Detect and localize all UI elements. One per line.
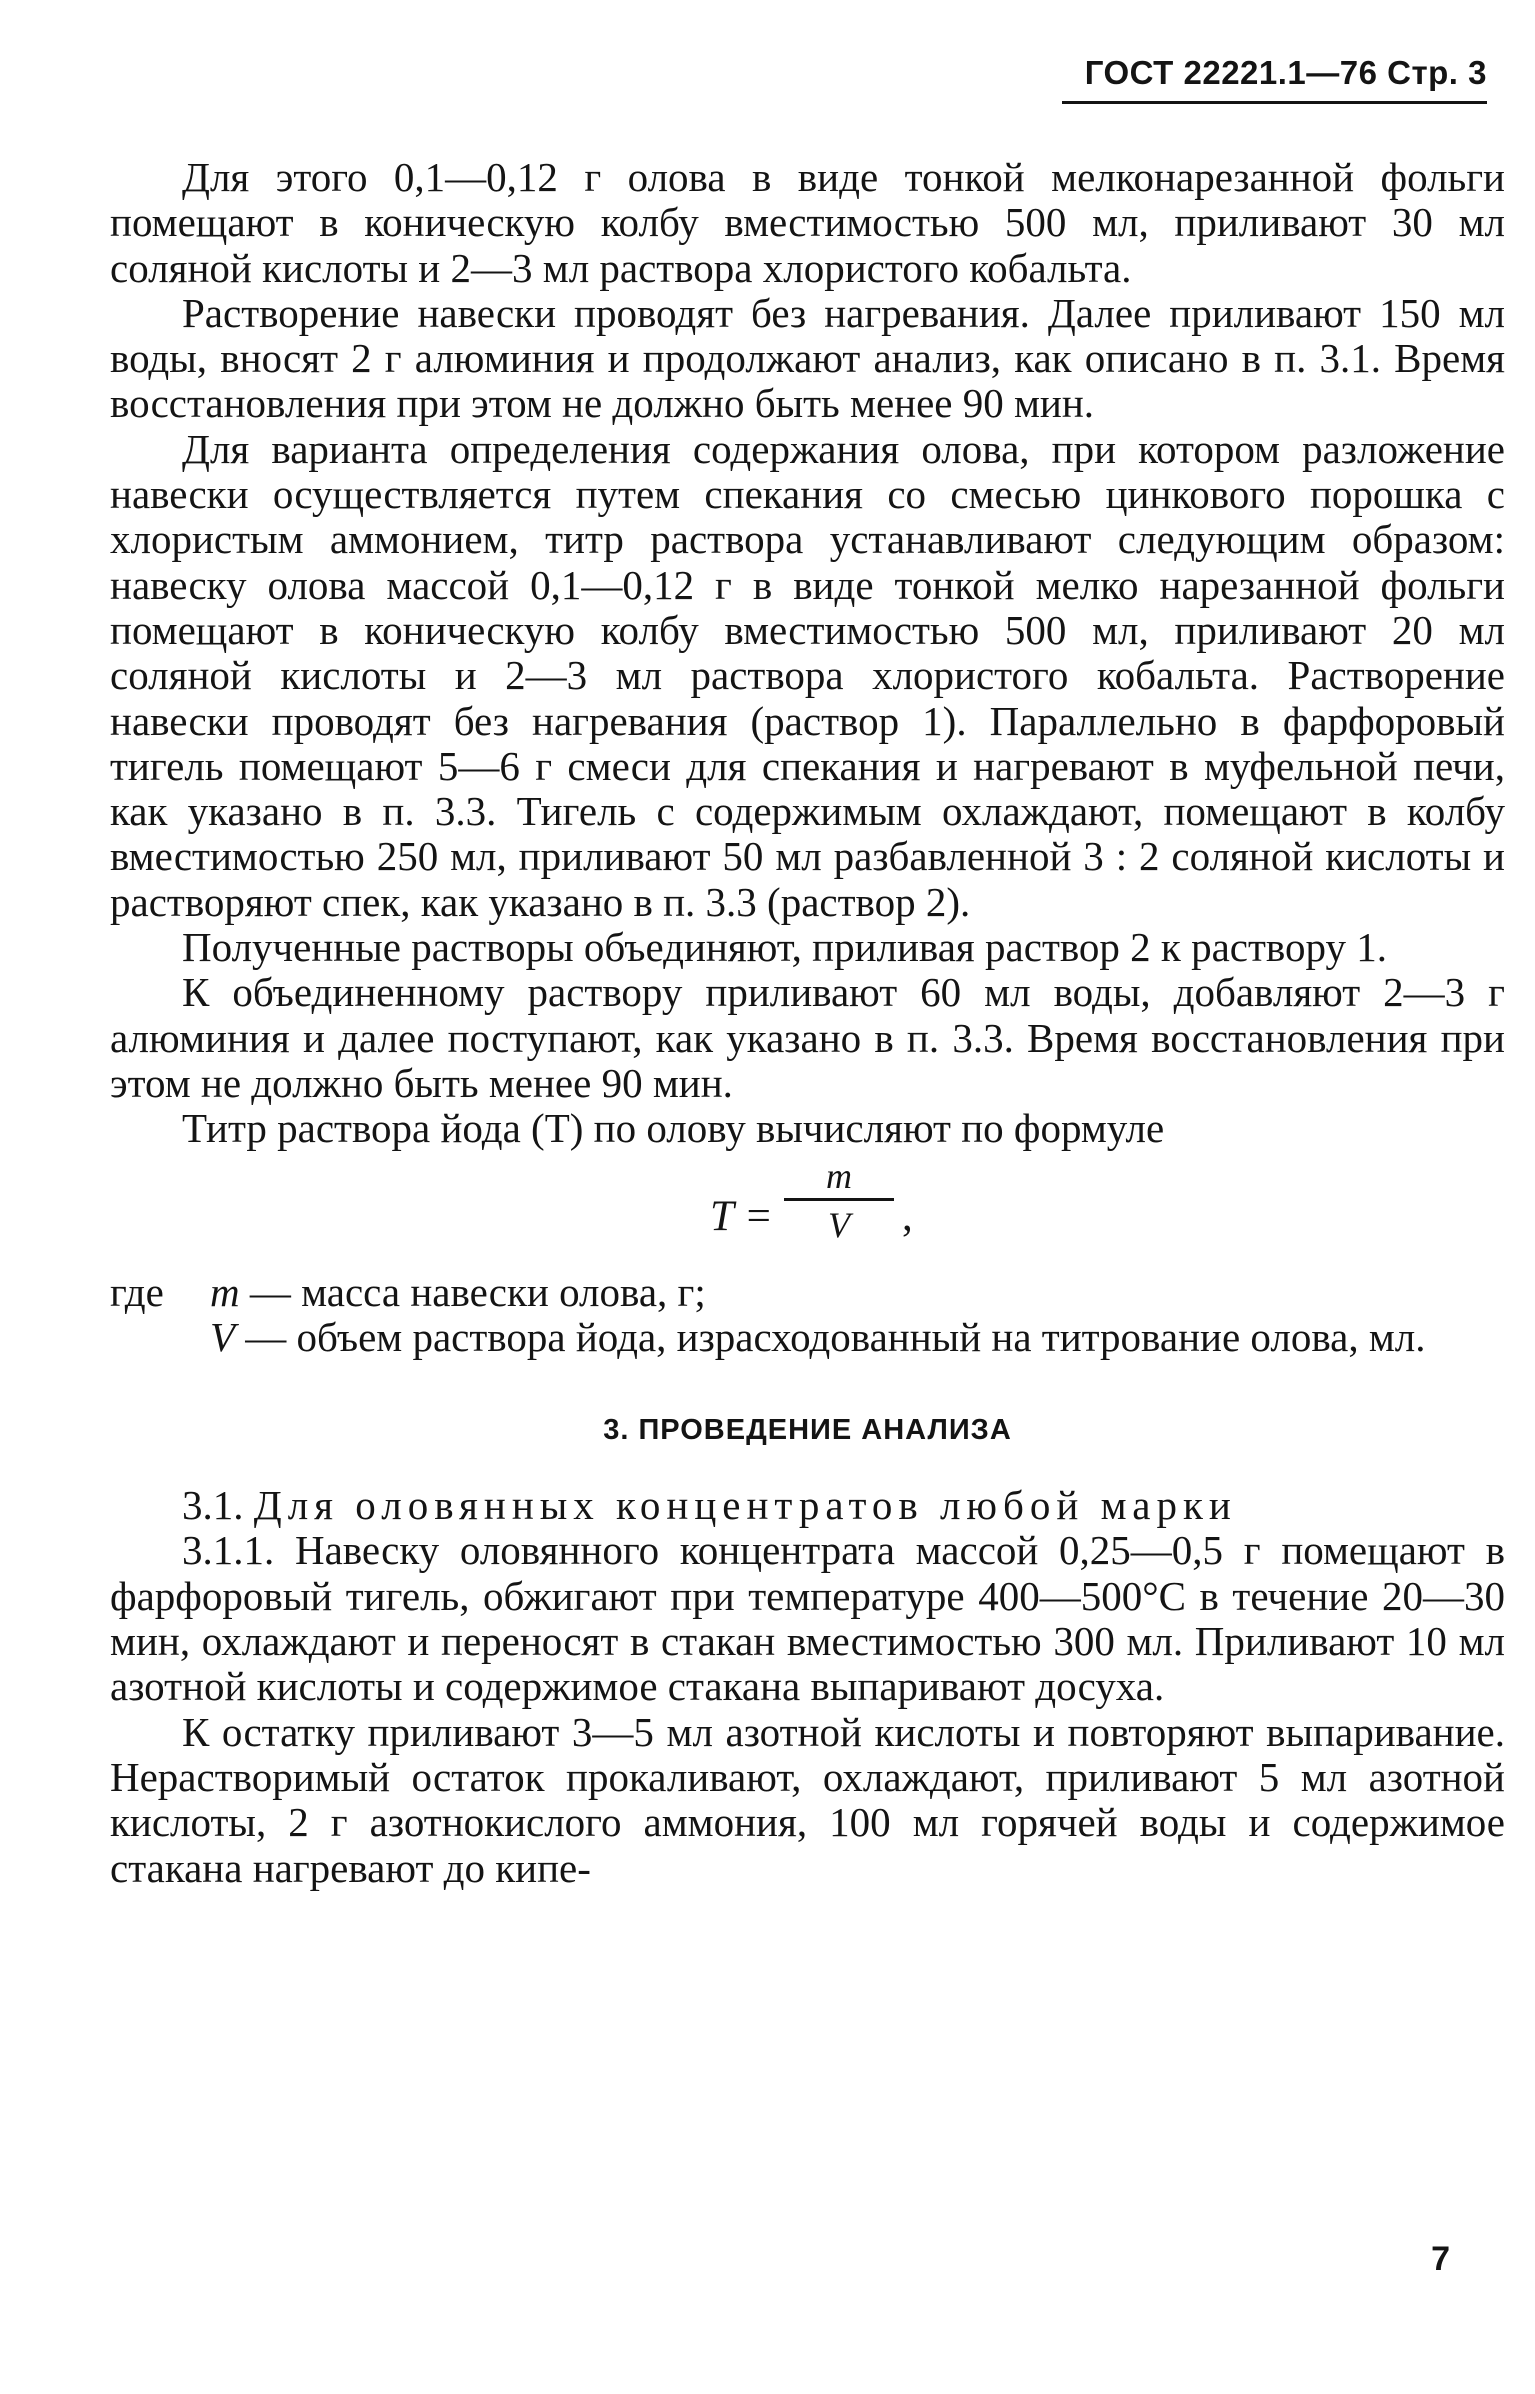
paragraph: Титр раствора йода (T) по олову вычисляют по формуле: [182, 1105, 1165, 1152]
definition-m: [110, 1270, 1505, 1315]
formula-fraction: [780, 1156, 898, 1247]
definition-v-text: [210, 1315, 1505, 1360]
paragraph: К объединенному раствору приливают 60 мл воды, добавляют 2—3 г алюминия и далее поступают, как указано в п. 3.3. Время восстановления при этом не должно быть менее 90 мин.: [110, 969, 1505, 1106]
formula-lhs: T =: [710, 1192, 773, 1240]
definition-v: [110, 1315, 1505, 1360]
fraction-bar: [784, 1198, 894, 1201]
definition-m-text: [210, 1270, 1505, 1315]
formula-comma: ,: [902, 1192, 913, 1240]
body-text: [110, 155, 1505, 1891]
symbol-m: m: [210, 1268, 240, 1315]
paragraph: Для этого 0,1—0,12 г олова в виде тонкой мелконарезанной фольги помещают в коническую колбу вместимостью 500 мл, приливают 30 мл соляной кислоты и 2—3 мл раствора хлористого кобальта.: [110, 154, 1505, 291]
definition-lead: где: [110, 1268, 164, 1315]
titer-formula: [110, 1152, 1505, 1270]
page-header: ГОСТ 22221.1—76 Стр. 3: [1084, 54, 1487, 91]
paragraph: Растворение навески проводят без нагревания. Далее приливают 150 мл воды, вносят 2 г алюминия и продолжают анализ, как описано в п. 3.1. Время восстановления при этом не должно быть менее 90 мин.: [110, 289, 1505, 427]
symbol-v: V: [210, 1313, 236, 1360]
paragraph: Для варианта определения содержания олова, при котором разложение навески осуществляется путем спекания со смесью цинкового порошка с хлористым аммонием, титр раствора устанавливают следующим образом: навеску олова массой 0,1—0,12 г в виде тонкой мелко нарезанной фольги помещают в коническую колбу вместимостью 500 мл, приливают 20 мл соляной кислоты и 2—3 мл раствора хлористого кобальта. Растворение навески проводят без нагревания (раствор 1). Параллельно в фарфоровый тигель помещают 5—6 г смеси для спекания и нагревают в муфельной печи, как указано в п. 3.3. Тигель с содержимым охлаждают, помещают в колбу вместимостью 250 мл, приливают 50 мл разбавленной 3 : 2 соляной кислоты и растворяют спек, как указано в п. 3.3 (раствор 2).: [110, 425, 1505, 925]
document-page: [110, 0, 1505, 2394]
paragraph: К остатку приливают 3—5 мл азотной кислоты и повторяют выпаривание. Нерастворимый остаток прокаливают, охлаждают, приливают 5 мл азотной кислоты, 2 г азотнокислого аммония, 100 мл горячей воды и содержимое стакана нагревают до кипе-: [110, 1708, 1505, 1891]
formula-definitions: [110, 1270, 1505, 1361]
paragraph: Полученные растворы объединяют, приливая раствор 2 к раствору 1.: [182, 924, 1387, 971]
subsection-number: 3.1.: [182, 1482, 244, 1529]
header-rule: [1062, 101, 1487, 104]
section-title: 3. ПРОВЕДЕНИЕ АНАЛИЗА: [603, 1414, 1012, 1447]
definition-v-body: — объем раствора йода, израсходованный на титрование олова, мл.: [235, 1313, 1426, 1360]
formula-denominator: V: [828, 1204, 850, 1245]
definition-m-body: — масса навески олова, г;: [239, 1268, 706, 1315]
subsection-title: Для оловянных концентратов любой марки: [253, 1482, 1237, 1529]
paragraph: 3.1.1. Навеску оловянного концентрата массой 0,25—0,5 г помещают в фарфоровый тигель, обжигают при температуре 400—500°С в течение 20—30 мин, охлаждают и переносят в стакан вместимостью 300 мл. Приливают 10 мл азотной кислоты и содержимое стакана выпаривают досуха.: [110, 1527, 1505, 1710]
page-number: 7: [1431, 2240, 1450, 2278]
formula-numerator: m: [826, 1155, 852, 1196]
subsection-heading: [110, 1483, 1505, 1528]
